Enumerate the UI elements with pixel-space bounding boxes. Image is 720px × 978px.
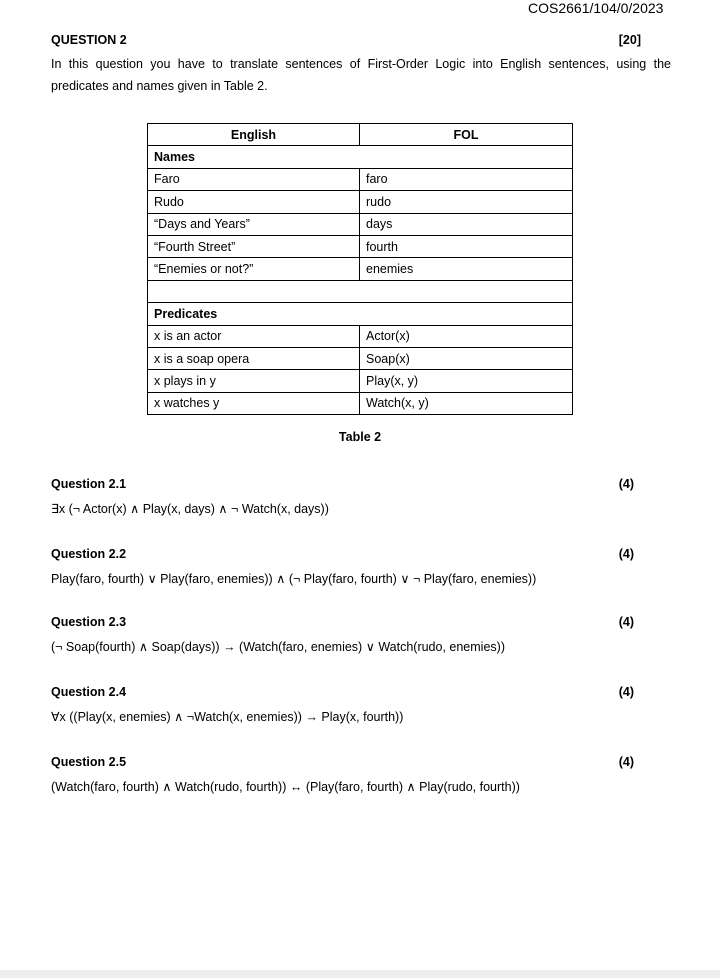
fol-formula: Play(faro, fourth) ∨ Play(faro, enemies)) ∧ (¬ Play(faro, fourth) ∨ ¬ Play(faro, enemies)) xyxy=(51,572,537,586)
empty-cell xyxy=(148,280,573,302)
table-row xyxy=(148,258,573,280)
question-title: QUESTION 2 xyxy=(51,33,127,47)
sub-question-2-4 xyxy=(51,685,634,725)
question-intro: In this question you have to translate sentences of First-Order Logic into English sentences, using the predicates and names given in Table 2. xyxy=(51,57,671,93)
sub-question-title: Question 2.3 xyxy=(51,615,127,629)
document-reference: COS2661/104/0/2023 xyxy=(528,0,664,16)
fol-formula: (¬ Soap(fourth) ∧ Soap(days)) → (Watch(faro, enemies) ∨ Watch(rudo, enemies)) xyxy=(51,640,505,654)
table-row xyxy=(148,392,573,414)
sub-question-heading xyxy=(51,477,634,495)
empty-spacer-row xyxy=(148,280,573,302)
english-cell: x plays in y xyxy=(148,370,360,392)
sub-question-marks: (4) xyxy=(618,755,634,769)
fol-cell: Soap(x) xyxy=(360,347,573,369)
sub-question-2-2 xyxy=(51,547,634,587)
english-cell: Rudo xyxy=(148,191,360,213)
viewer-bottom-edge xyxy=(0,970,720,978)
table-row xyxy=(148,370,573,392)
sub-question-2-3 xyxy=(51,615,634,655)
sub-question-title: Question 2.4 xyxy=(51,685,127,699)
table-caption: Table 2 xyxy=(338,430,382,444)
sub-question-marks: (4) xyxy=(618,477,634,491)
predicates-section-row xyxy=(148,303,573,325)
fol-cell: days xyxy=(360,213,573,235)
sub-question-2-1 xyxy=(51,477,634,517)
table-header-row xyxy=(148,124,573,146)
english-cell: “Fourth Street” xyxy=(148,235,360,257)
table-row xyxy=(148,325,573,347)
fol-cell: Watch(x, y) xyxy=(360,392,573,414)
english-cell: Faro xyxy=(148,168,360,190)
english-cell: x is an actor xyxy=(148,325,360,347)
sub-question-title: Question 2.2 xyxy=(51,547,127,561)
table-row xyxy=(148,168,573,190)
sub-question-marks: (4) xyxy=(618,615,634,629)
sub-question-heading xyxy=(51,615,634,633)
names-predicates-table xyxy=(147,123,573,415)
fol-formula: (Watch(faro, fourth) ∧ Watch(rudo, fourth)) ↔ (Play(faro, fourth) ∧ Play(rudo, fourth)) xyxy=(51,780,520,794)
sub-question-title: Question 2.5 xyxy=(51,755,127,769)
fol-cell: rudo xyxy=(360,191,573,213)
fol-formula: ∀x ((Play(x, enemies) ∧ ¬Watch(x, enemies)) → Play(x, fourth)) xyxy=(51,710,404,724)
names-section-row xyxy=(148,146,573,168)
sub-question-title: Question 2.1 xyxy=(51,477,127,491)
table-row xyxy=(148,347,573,369)
table-row xyxy=(148,213,573,235)
col-header-english: English xyxy=(148,124,360,146)
table-row xyxy=(148,191,573,213)
sub-question-2-5 xyxy=(51,755,634,795)
fol-cell: Play(x, y) xyxy=(360,370,573,392)
fol-cell: enemies xyxy=(360,258,573,280)
fol-cell: Actor(x) xyxy=(360,325,573,347)
names-section-label: Names xyxy=(148,146,573,168)
fol-formula: ∃x (¬ Actor(x) ∧ Play(x, days) ∧ ¬ Watch(x, days)) xyxy=(51,502,329,516)
sub-question-marks: (4) xyxy=(618,547,634,561)
sub-question-marks: (4) xyxy=(618,685,634,699)
predicates-section-label: Predicates xyxy=(148,303,573,325)
fol-cell: fourth xyxy=(360,235,573,257)
english-cell: x watches y xyxy=(148,392,360,414)
sub-question-heading xyxy=(51,755,634,773)
sub-question-heading xyxy=(51,547,634,565)
english-cell: “Enemies or not?” xyxy=(148,258,360,280)
question-marks: [20] xyxy=(618,33,641,47)
sub-question-heading xyxy=(51,685,634,703)
fol-cell: faro xyxy=(360,168,573,190)
col-header-fol: FOL xyxy=(360,124,573,146)
english-cell: “Days and Years” xyxy=(148,213,360,235)
english-cell: x is a soap opera xyxy=(148,347,360,369)
table-row xyxy=(148,235,573,257)
